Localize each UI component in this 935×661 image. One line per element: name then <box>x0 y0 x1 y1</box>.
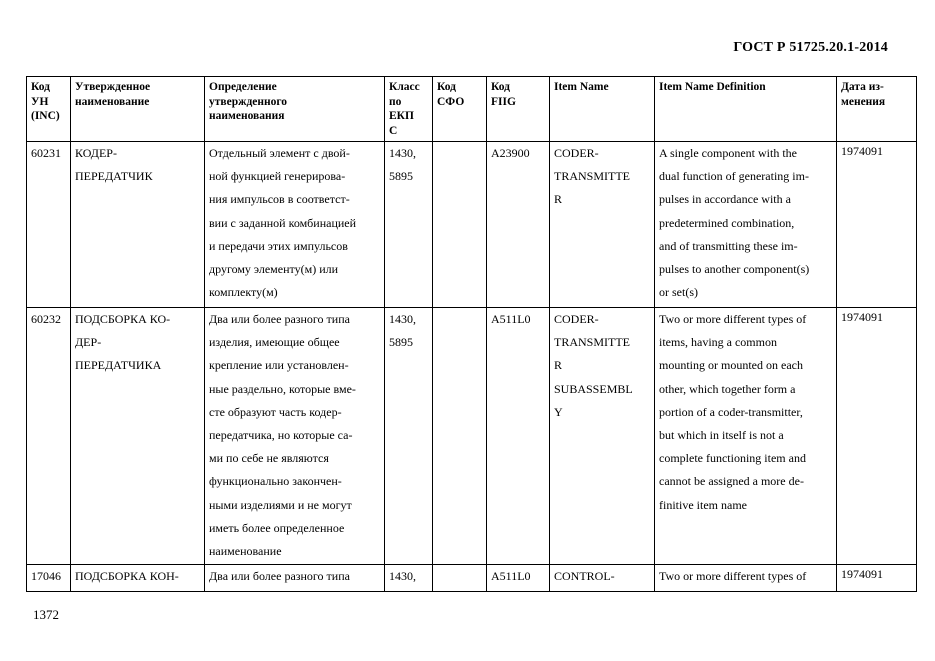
cell-text-line: 1430, <box>389 569 416 583</box>
cell-text-line: TRANSMITTE <box>554 169 630 184</box>
cell-text-line: CONTROL- <box>554 569 615 583</box>
cell-text-line: КОДЕР- <box>75 146 117 160</box>
table-row <box>27 308 917 565</box>
cell-text-line: ной функцией генерирова- <box>209 169 346 184</box>
cell-text-line: mounting or mounted on each <box>659 358 803 373</box>
cell-text-line: cannot be assigned a more de- <box>659 474 804 489</box>
cell-text-line: Two or more different types of <box>659 569 807 583</box>
cell-text-line: иметь более определенное <box>209 520 345 535</box>
cell-text-line: крепление или установлен- <box>209 358 349 373</box>
cell-text-line: 1974091 <box>841 310 883 324</box>
cell-text-line: or set(s) <box>659 285 698 300</box>
cell-text-line: С <box>389 124 398 137</box>
cell-class <box>385 142 433 308</box>
cell-item-name <box>550 308 655 565</box>
cell-text-line: A23900 <box>491 146 530 160</box>
cell-text-line: Определение <box>209 81 277 93</box>
cell-text-line: ния импульсов в соответст- <box>209 192 350 207</box>
cell-text-line: finitive item name <box>659 497 747 512</box>
cell-text-line: ПОДСБОРКА КОН- <box>75 569 179 583</box>
cell-class <box>385 308 433 565</box>
cell-text-line: функционально закончен- <box>209 474 342 489</box>
cell-text-line: комплекту(м) <box>209 285 278 300</box>
cell-text-line: 5895 <box>389 335 413 350</box>
cell-text-line: Отдельный элемент с двой- <box>209 146 350 160</box>
cell-text-line: по <box>389 95 402 108</box>
cell-text-line: TRANSMITTE <box>554 335 630 350</box>
header-approved-name <box>71 77 205 142</box>
cell-text-line: ДЕР- <box>75 335 102 350</box>
cell-text-line: Код <box>31 81 51 93</box>
cell-text-line: Item Name <box>554 81 609 93</box>
table-header-row <box>27 77 917 142</box>
cell-text-line: менения <box>841 95 886 108</box>
cell-text-line: 5895 <box>389 169 413 184</box>
cell-text-line: FIIG <box>491 95 516 108</box>
table-row <box>27 142 917 308</box>
cell-item-name <box>550 142 655 308</box>
cell-item-definition <box>655 565 837 592</box>
cell-text-line: передатчика, но которые са- <box>209 428 353 443</box>
cell-text-line: pulses to another component(s) <box>659 262 810 277</box>
cell-text-line: другому элементу(м) или <box>209 262 339 277</box>
cell-item-name <box>550 565 655 592</box>
cell-text-line: A511L0 <box>491 569 531 583</box>
cell-definition <box>205 308 385 565</box>
cell-text-line: and of transmitting these im- <box>659 238 798 253</box>
cell-sfo <box>433 308 487 565</box>
cell-text-line: Два или более разного типа <box>209 312 350 326</box>
cell-approved-name <box>71 142 205 308</box>
cell-text-line: 17046 <box>31 569 61 583</box>
cell-inc <box>27 142 71 308</box>
cell-text-line: ПЕРЕДАТЧИКА <box>75 358 162 373</box>
cell-text-line: other, which together form a <box>659 381 796 396</box>
cell-text-line: ными изделиями и не могут <box>209 497 352 512</box>
header-item-name <box>550 77 655 142</box>
cell-inc <box>27 565 71 592</box>
cell-text-line: Два или более разного типа <box>209 569 350 583</box>
cell-fiig <box>487 142 550 308</box>
cell-text-line: ные раздельно, которые вме- <box>209 381 356 396</box>
cell-text-line: pulses in accordance with a <box>659 192 791 207</box>
cell-sfo <box>433 142 487 308</box>
header-approved-name-definition <box>205 77 385 142</box>
cell-text-line: Дата из- <box>841 81 884 93</box>
cell-approved-name <box>71 565 205 592</box>
cell-text-line: наименование <box>75 95 150 108</box>
cell-text-line: 1430, <box>389 312 416 326</box>
table-row <box>27 565 917 592</box>
cell-text-line: ПЕРЕДАТЧИК <box>75 169 153 184</box>
document-standard-header: ГОСТ Р 51725.20.1-2014 <box>733 40 888 55</box>
cell-text-line: изделия, имеющие общее <box>209 335 340 350</box>
cell-text-line: A511L0 <box>491 312 531 326</box>
cell-text-line: Item Name Definition <box>659 81 766 93</box>
cell-definition <box>205 565 385 592</box>
header-fiig-code <box>487 77 550 142</box>
cell-text-line: утвержденного <box>209 95 288 108</box>
cell-date <box>837 142 917 308</box>
cell-text-line: items, having a common <box>659 335 777 350</box>
cell-text-line: Y <box>554 404 563 419</box>
cell-definition <box>205 142 385 308</box>
cell-text-line: (INC) <box>31 110 60 122</box>
cell-text-line: but which in itself is not a <box>659 428 784 443</box>
cell-text-line: SUBASSEMBL <box>554 381 633 396</box>
cell-text-line: Код <box>491 81 511 93</box>
header-item-name-definition <box>655 77 837 142</box>
cell-date <box>837 308 917 565</box>
cell-text-line: сте образуют часть кодер- <box>209 404 342 419</box>
cell-text-line: 1974091 <box>841 144 883 158</box>
cell-text-line: Утвержденное <box>75 81 151 93</box>
cell-text-line: ПОДСБОРКА КО- <box>75 312 171 326</box>
header-inc <box>27 77 71 142</box>
header-sfo-code <box>433 77 487 142</box>
cell-text-line: CODER- <box>554 146 599 160</box>
cell-date <box>837 565 917 592</box>
cell-approved-name <box>71 308 205 565</box>
cell-text-line: 60232 <box>31 312 61 326</box>
cell-sfo <box>433 565 487 592</box>
cell-text-line: predetermined combination, <box>659 215 795 230</box>
cell-text-line: R <box>554 358 563 373</box>
header-change-date <box>837 77 917 142</box>
cell-fiig <box>487 565 550 592</box>
cell-text-line: Код <box>437 81 457 93</box>
cell-text-line: наименования <box>209 110 285 122</box>
cell-text-line: 1430, <box>389 146 416 160</box>
cell-text-line: dual function of generating im- <box>659 169 809 184</box>
cell-text-line: 1974091 <box>841 567 883 581</box>
cell-text-line: CODER- <box>554 312 599 326</box>
cell-text-line: наименование <box>209 544 282 559</box>
cell-text-line: ЕКП <box>389 110 414 122</box>
cell-text-line: СФО <box>437 95 465 108</box>
cell-text-line: portion of a coder-transmitter, <box>659 404 803 419</box>
cell-text-line: 60231 <box>31 146 61 160</box>
page-number: 1372 <box>33 607 59 622</box>
header-ekps-class <box>385 77 433 142</box>
nomenclature-table <box>26 76 917 592</box>
cell-text-line: A single component with the <box>659 146 797 160</box>
cell-text-line: ми по себе не являются <box>209 451 329 466</box>
cell-fiig <box>487 308 550 565</box>
cell-item-definition <box>655 142 837 308</box>
cell-text-line: R <box>554 192 563 207</box>
cell-item-definition <box>655 308 837 565</box>
cell-class <box>385 565 433 592</box>
cell-inc <box>27 308 71 565</box>
cell-text-line: и передачи этих импульсов <box>209 238 348 253</box>
cell-text-line: Two or more different types of <box>659 312 807 326</box>
cell-text-line: Класс <box>389 81 420 93</box>
cell-text-line: УН <box>31 95 49 108</box>
cell-text-line: вии с заданной комбинацией <box>209 215 357 230</box>
cell-text-line: complete functioning item and <box>659 451 806 466</box>
